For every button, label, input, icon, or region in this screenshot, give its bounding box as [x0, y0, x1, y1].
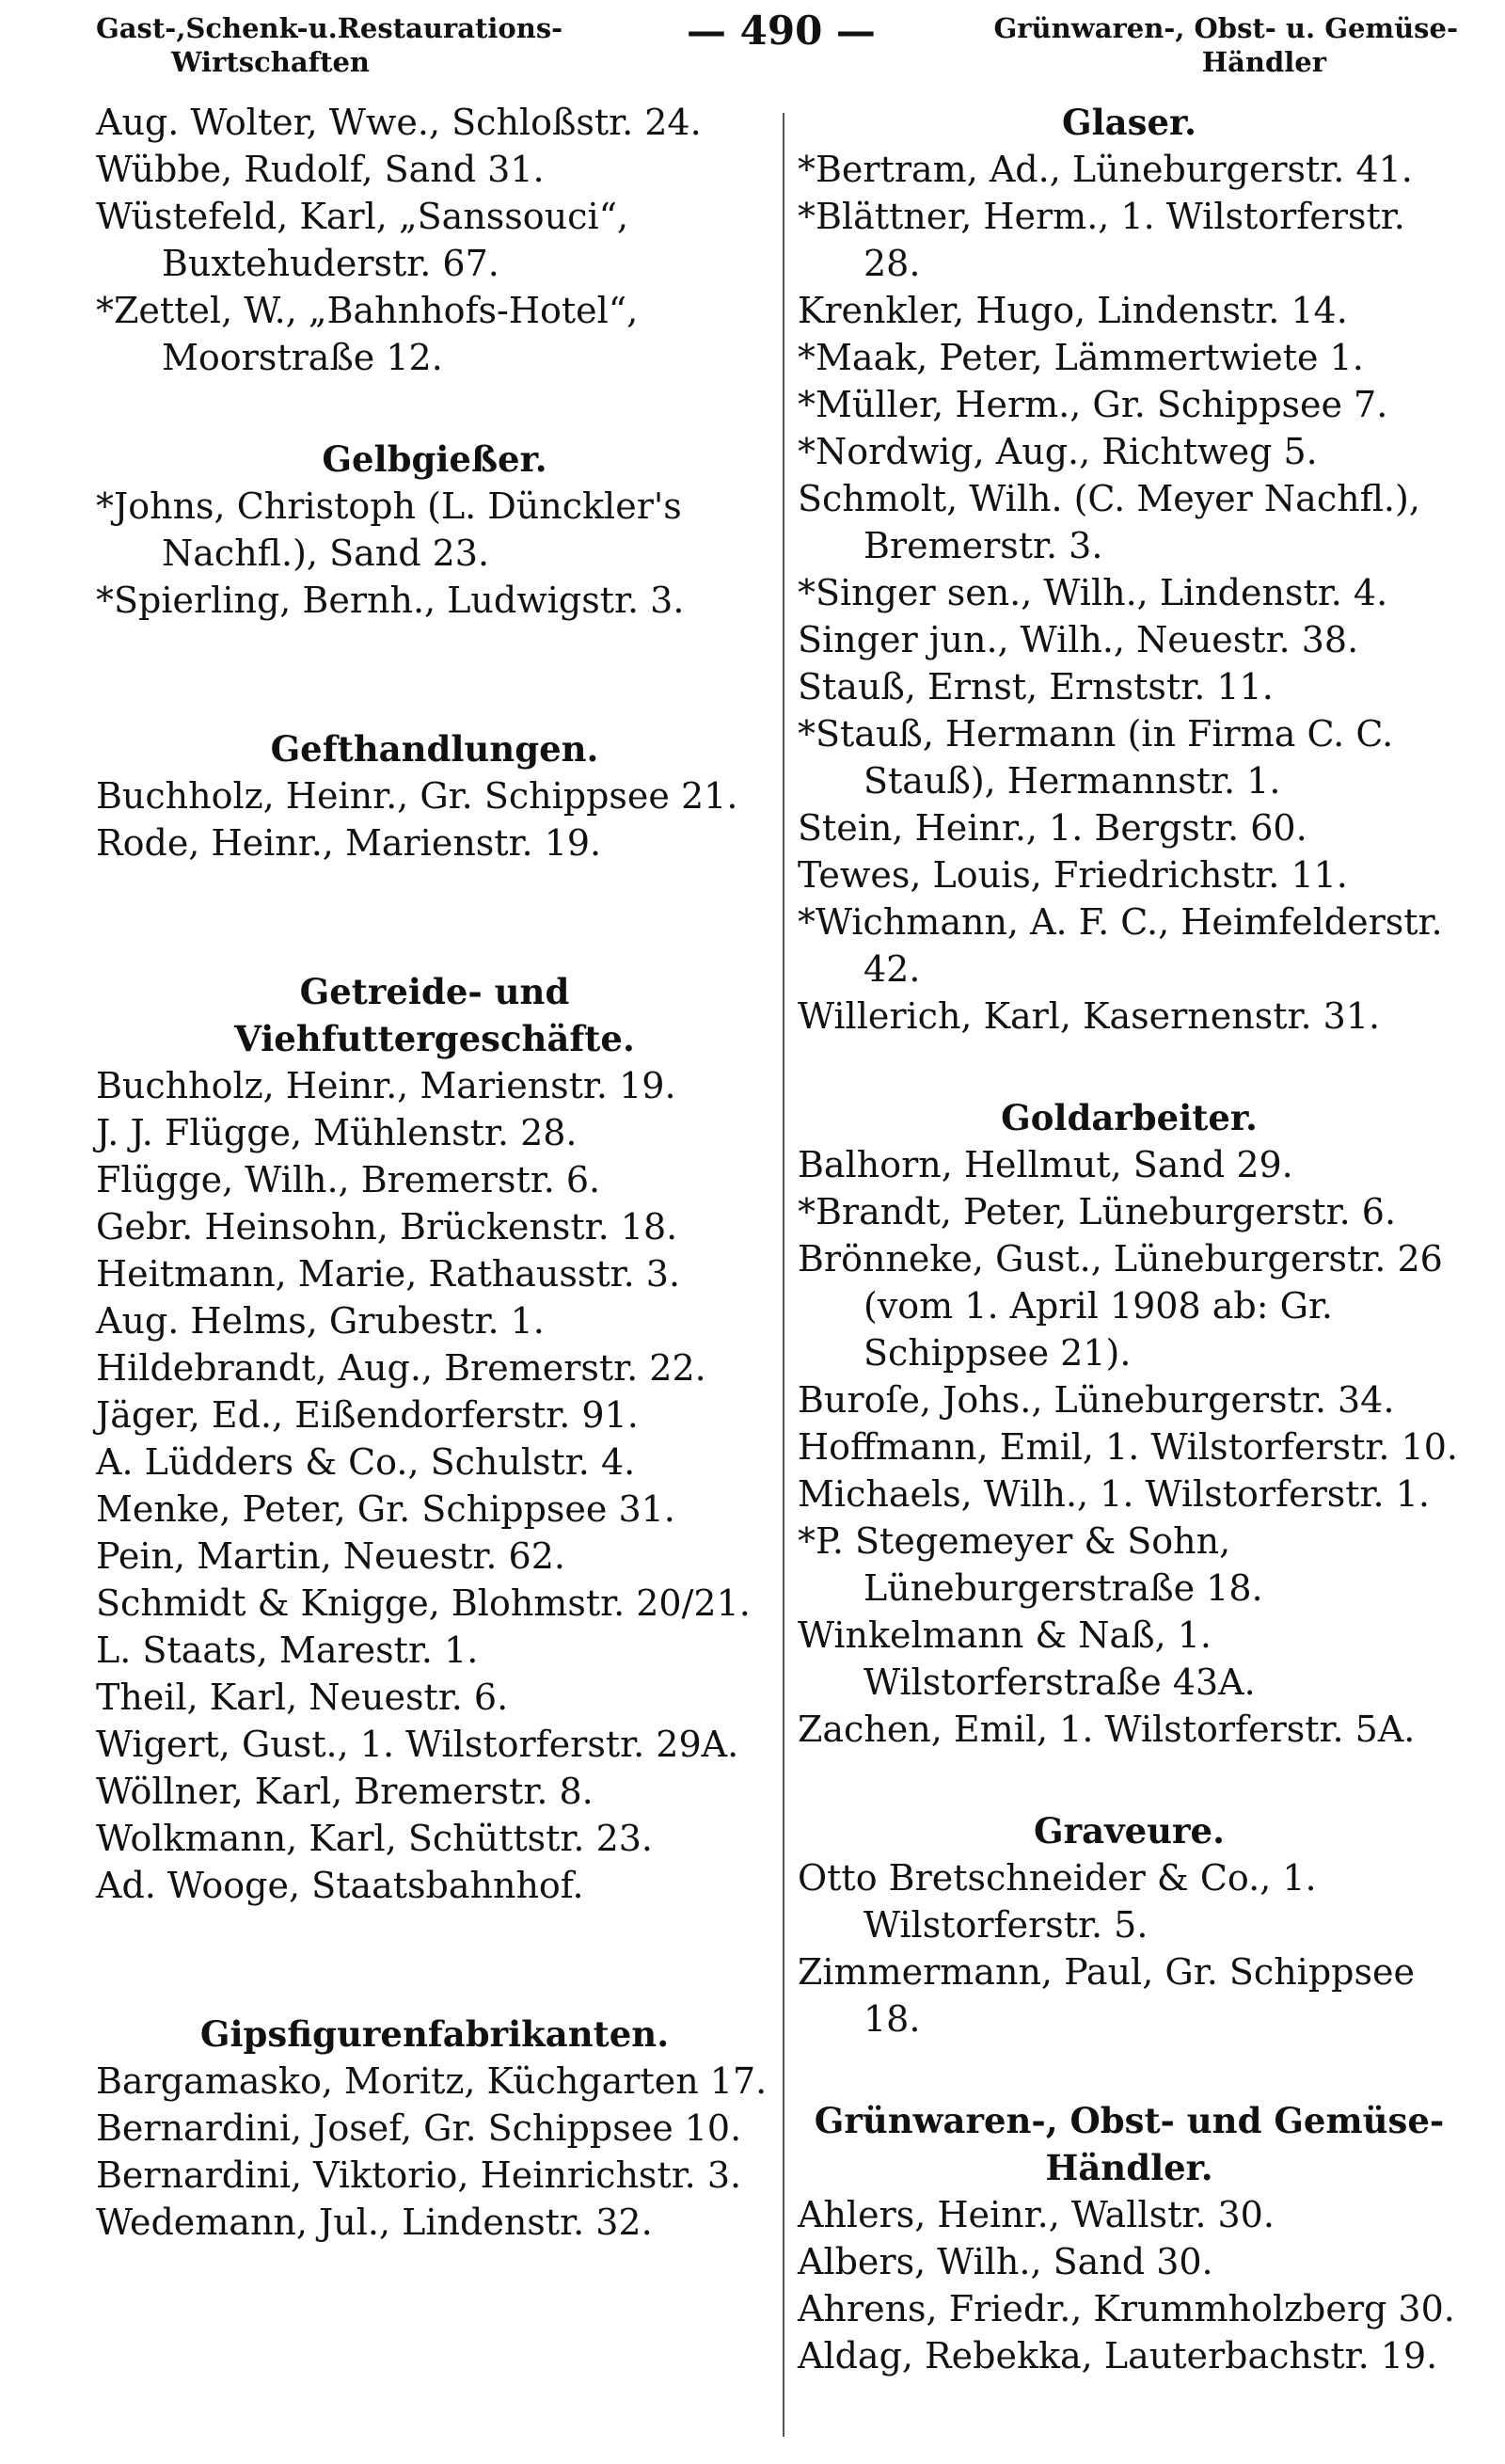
list-item: A. Lüdders & Co., Schulstr. 4. [96, 1441, 636, 1483]
running-head-left-line2: Wirtschaften [171, 46, 371, 78]
list-item: Buroſe, Johs., Lüneburgerstr. 34. [798, 1379, 1395, 1421]
list-item: *Wichmann, A. F. C., Heimfelderstr. 42. [798, 901, 1443, 990]
running-head-right-line1: Grünwaren-, Obst- u. Gemüse- [993, 12, 1458, 44]
page-number: — 490 — [687, 8, 876, 54]
list-item: *Brandt, Peter, Lüneburgerstr. 6. [798, 1191, 1397, 1232]
list-item: Bernardini, Josef, Gr. Schippsee 10. [96, 2107, 742, 2149]
page-header [0, 8, 1505, 92]
list-item: J. J. Flügge, Mühlenstr. 28. [96, 1112, 578, 1153]
list-item: *Bertram, Ad., Lüneburgerstr. 41. [798, 149, 1413, 190]
list-item: Theil, Karl, Neuestr. 6. [96, 1677, 509, 1718]
list-item: Zimmermann, Paul, Gr. Schippsee 18. [798, 1951, 1415, 2040]
list-item: Gebr. Heinsohn, Brückenstr. 18. [96, 1206, 678, 1248]
list-item: Albers, Wilh., Sand 30. [798, 2241, 1213, 2282]
list-item: Michaels, Wilh., 1. Wilstorferstr. 1. [798, 1473, 1430, 1515]
section-heading: Getreide- und Viehfuttergeschäfte. [234, 971, 635, 1059]
list-item: Heitmann, Marie, Rathausstr. 3. [96, 1253, 681, 1295]
list-item: Buchholz, Heinr., Marienstr. 19. [96, 1065, 676, 1106]
list-item: Wübbe, Rudolf, Sand 31. [96, 149, 545, 190]
list-item: Winkelmann & Naß, 1. Wilstorferstraße 43A. [798, 1614, 1256, 1703]
list-item: Bargamasko, Moritz, Küchgarten 17. [96, 2060, 768, 2102]
list-item: *P. Stegemeyer & Sohn, Lüneburgerstraße 18. [798, 1520, 1263, 1609]
list-item: Stein, Heinr., 1. Bergstr. 60. [798, 807, 1307, 849]
column-divider [783, 113, 784, 2437]
section-heading: Glaser. [1062, 102, 1196, 143]
section-heading: Goldarbeiter. [1001, 1097, 1258, 1138]
section-getreide [96, 968, 773, 1909]
running-head-right [994, 11, 1458, 79]
list-item: Stauß, Ernst, Ernststr. 11. [798, 666, 1274, 707]
section-heading: Gelbgießer. [322, 438, 547, 480]
section-heading: Graveure. [1034, 1810, 1225, 1852]
running-head-right-line2: Händler [1201, 46, 1326, 78]
list-item: Singer jun., Wilh., Neuestr. 38. [798, 619, 1359, 660]
list-item: Ahlers, Heinr., Wallstr. 30. [798, 2194, 1275, 2235]
list-item: Jäger, Ed., Eißendorferstr. 91. [96, 1394, 639, 1436]
list-item: *Johns, Christoph (L. Dünckler's Nachfl.), Sand 23. [96, 485, 682, 574]
list-item: Flügge, Wilh., Bremerstr. 6. [96, 1159, 601, 1200]
list-item: Otto Bretschneider & Co., 1. Wilstorferstr. 5. [798, 1857, 1317, 1946]
list-item: Wigert, Gust., 1. Wilstorferstr. 29A. [96, 1724, 739, 1765]
list-item: Schmolt, Wilh. (C. Meyer Nachfl.), Bremerstr. 3. [798, 478, 1420, 566]
section-gefluegelhandlungen [96, 725, 773, 866]
list-item: Aug. Helms, Grubestr. 1. [96, 1300, 545, 1342]
list-item: *Singer sen., Wilh., Lindenstr. 4. [798, 572, 1388, 613]
list-item: Rode, Heinr., Marienstr. 19. [96, 822, 602, 864]
list-item: L. Staats, Marestr. 1. [96, 1629, 479, 1671]
list-item: *Nordwig, Aug., Richtweg 5. [798, 431, 1318, 472]
list-item: Bernardini, Viktorio, Heinrichstr. 3. [96, 2154, 742, 2196]
running-head-left-line1: Gast-,Schenk-u.Restaurations- [96, 12, 563, 44]
list-item: Ad. Wooge, Staatsbahnhof. [96, 1865, 584, 1906]
section-heading: Gefthandlungen. [270, 728, 599, 770]
list-item: Pein, Martin, Neuestr. 62. [96, 1535, 565, 1577]
list-item: Buchholz, Heinr., Gr. Schippsee 21. [96, 775, 738, 817]
list-item: *Blättner, Herm., 1. Wilstorferstr. 28. [798, 196, 1405, 284]
list-item: Ahrens, Friedr., Krummholzberg 30. [798, 2288, 1455, 2329]
section-goldarbeiter [798, 1094, 1461, 1753]
list-item: *Müller, Herm., Gr. Schippsee 7. [798, 384, 1388, 425]
list-item: Willerich, Karl, Kasernenstr. 31. [798, 995, 1381, 1037]
list-item: Balhorn, Hellmut, Sand 29. [798, 1144, 1293, 1185]
section-gastwirtschaften-continued [96, 99, 773, 381]
list-item: *Zettel, W., „Bahnhofs-Hotel“, Moorstraße 12. [96, 290, 639, 378]
section-gelbgiesser [96, 436, 773, 624]
section-graveure [798, 1807, 1461, 2043]
list-item: Wolkmann, Karl, Schüttstr. 23. [96, 1818, 654, 1859]
running-head-left [96, 11, 562, 79]
right-column [798, 99, 1461, 2379]
list-item: Wedemann, Jul., Lindenstr. 32. [96, 2202, 653, 2243]
list-item: Zachen, Emil, 1. Wilstorferstr. 5A. [798, 1709, 1416, 1750]
list-item: Aug. Wolter, Wwe., Schloßstr. 24. [96, 102, 702, 143]
section-heading: Grünwaren-, Obst- und Gemüse-Händler. [814, 2100, 1445, 2188]
list-item: Wöllner, Karl, Bremerstr. 8. [96, 1771, 594, 1812]
list-item: Aldag, Rebekka, Lauterbachstr. 19. [798, 2335, 1438, 2377]
left-column [96, 99, 773, 2246]
list-item: Krenkler, Hugo, Lindenstr. 14. [798, 290, 1348, 331]
list-item: Brönneke, Gust., Lüneburgerstr. 26 (vom 1. April 1908 ab: Gr. Schippsee 21). [798, 1238, 1443, 1374]
list-item: *Maak, Peter, Lämmertwiete 1. [798, 337, 1364, 378]
list-item: Schmidt & Knigge, Blohmstr. 20/21. [96, 1582, 751, 1624]
list-item: Tewes, Louis, Friedrichstr. 11. [798, 854, 1348, 896]
list-item: Wüstefeld, Karl, „Sanssouci“, Buxtehuderstr. 67. [96, 196, 629, 284]
list-item: *Stauß, Hermann (in Firma C. C. Stauß), Hermannstr. 1. [798, 713, 1394, 802]
section-glaser [798, 99, 1461, 1040]
list-item: Hildebrandt, Aug., Bremerstr. 22. [96, 1347, 706, 1389]
section-heading: Gipsfigurenfabrikanten. [199, 2013, 670, 2055]
list-item: Hoffmann, Emil, 1. Wilstorferstr. 10. [798, 1426, 1458, 1468]
list-item: *Spierling, Bernh., Ludwigstr. 3. [96, 580, 685, 621]
section-gipsfiguren [96, 2011, 773, 2246]
list-item: Menke, Peter, Gr. Schippsee 31. [96, 1488, 675, 1530]
section-gruenwaren [798, 2097, 1461, 2379]
